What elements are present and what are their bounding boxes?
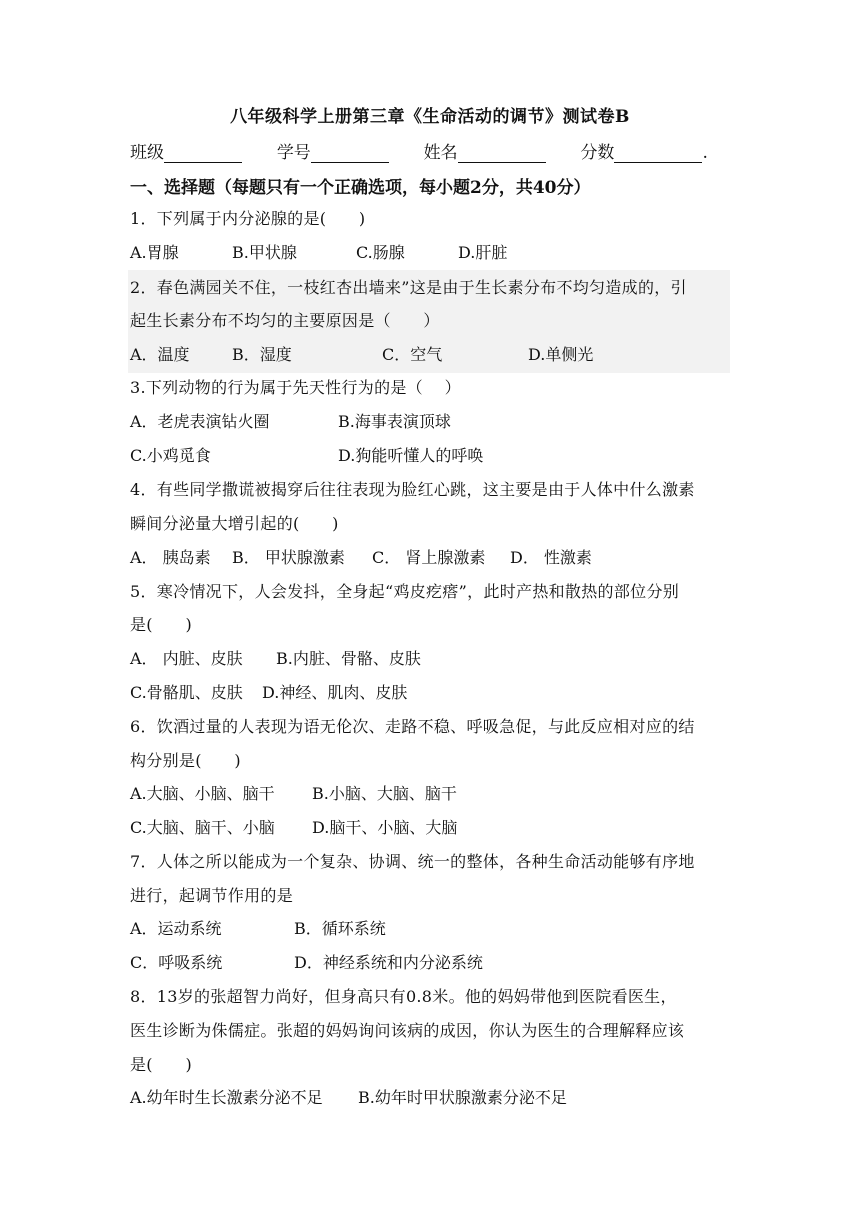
name-label: 姓名 — [423, 143, 458, 163]
question-5-option-b: B.内脏、骨骼、皮肤 — [276, 649, 421, 668]
question-1-option-d: D.肝脏 — [458, 243, 508, 262]
question-4-option-a: A． 胰岛素 — [130, 548, 211, 567]
question-7-option-b: B．循环系统 — [294, 919, 386, 938]
question-7-option-c: C．呼吸系统 — [130, 953, 223, 972]
question-5-text-line-2: 是( ) — [130, 615, 192, 634]
question-6-text-line-1: 6．饮酒过量的人表现为语无伦次、走路不稳、呼吸急促，与此反应相对应的结 — [130, 717, 695, 736]
name-blank — [458, 144, 546, 163]
question-6-option-a: A.大脑、小脑、脑干 — [130, 784, 275, 803]
question-2-text-line-1: 2．春色满园关不住，一枝红杏出墙来”这是由于生长素分布不均匀造成的，引 — [130, 278, 687, 297]
question-4-option-b: B． 甲状腺激素 — [232, 548, 345, 567]
question-1-option-c: C.肠腺 — [356, 243, 405, 262]
question-5-option-c: C.骨骼肌、皮肤 — [130, 683, 243, 702]
question-8-text-line-2: 医生诊断为侏儒症。张超的妈妈询问该病的成因，你认为医生的合理解释应该 — [130, 1021, 685, 1040]
question-3-text: 3.下列动物的行为属于先天性行为的是（ ） — [130, 378, 461, 397]
question-1-text: 1．下列属于内分泌腺的是( ) — [130, 209, 366, 228]
question-8-text-line-3: 是( ) — [130, 1055, 192, 1074]
question-8-option-b: B.幼年时甲状腺激素分泌不足 — [358, 1088, 567, 1107]
question-4-text-line-2: 瞬间分泌量大增引起的( ) — [130, 514, 339, 533]
question-5-option-d: D.神经、肌肉、皮肤 — [262, 683, 408, 702]
page-title: 八年级科学上册第三章《生命活动的调节》测试卷B — [230, 107, 630, 127]
question-2-option-c: C．空气 — [382, 345, 443, 364]
score-blank — [614, 144, 702, 163]
question-3-option-d: D.狗能听懂人的呼唤 — [338, 446, 484, 465]
question-2-option-b: B．湿度 — [232, 345, 292, 364]
question-7-option-a: A．运动系统 — [130, 919, 222, 938]
question-2-option-a: A．温度 — [130, 345, 190, 364]
question-8-option-a: A.幼年时生长激素分泌不足 — [130, 1088, 323, 1107]
question-1-option-a: A.胃腺 — [130, 243, 179, 262]
score-label: 分数 — [580, 143, 615, 163]
student-info-row — [130, 138, 730, 163]
info-end: . — [702, 143, 708, 163]
question-4-text-line-1: 4．有些同学撒谎被揭穿后往往表现为脸红心跳，这主要是由于人体中什么激素 — [130, 480, 695, 499]
question-3-option-c: C.小鸡觅食 — [130, 446, 211, 465]
question-6-option-d: D.脑干、小脑、大脑 — [312, 818, 458, 837]
question-5-option-a: A． 内脏、皮肤 — [130, 649, 243, 668]
question-2-text-line-2: 起生长素分布不均匀的主要原因是（ ） — [130, 311, 440, 330]
class-label: 班级 — [130, 143, 164, 163]
class-blank — [164, 144, 242, 163]
question-3-option-b: B.海事表演顶球 — [338, 412, 451, 431]
question-6-text-line-2: 构分别是( ) — [130, 751, 241, 770]
question-7-option-d: D．神经系统和内分泌系统 — [294, 953, 483, 972]
question-6-option-b: B.小脑、大脑、脑干 — [312, 784, 457, 803]
question-5-text-line-1: 5．寒冷情况下，人会发抖，全身起“鸡皮疙瘩”，此时产热和散热的部位分别 — [130, 582, 680, 601]
question-8-text-line-1: 8．13岁的张超智力尚好，但身高只有0.8米。他的妈妈带他到医院看医生， — [130, 987, 677, 1006]
number-label: 学号 — [276, 143, 311, 163]
question-4-option-d: D． 性激素 — [510, 548, 592, 567]
question-2-option-d: D.单侧光 — [528, 345, 594, 364]
section-title: 一、选择题（每题只有一个正确选项，每小题2分，共40分） — [130, 178, 591, 198]
question-4-option-c: C． 肾上腺激素 — [372, 548, 486, 567]
number-blank — [311, 144, 389, 163]
question-1-option-b: B.甲状腺 — [232, 243, 297, 262]
question-6-option-c: C.大脑、脑干、小脑 — [130, 818, 275, 837]
question-7-text-line-2: 进行，起调节作用的是 — [130, 886, 294, 905]
question-7-text-line-1: 7．人体之所以能成为一个复杂、协调、统一的整体，各种生命活动能够有序地 — [130, 852, 695, 871]
question-3-option-a: A．老虎表演钻火圈 — [130, 412, 270, 431]
